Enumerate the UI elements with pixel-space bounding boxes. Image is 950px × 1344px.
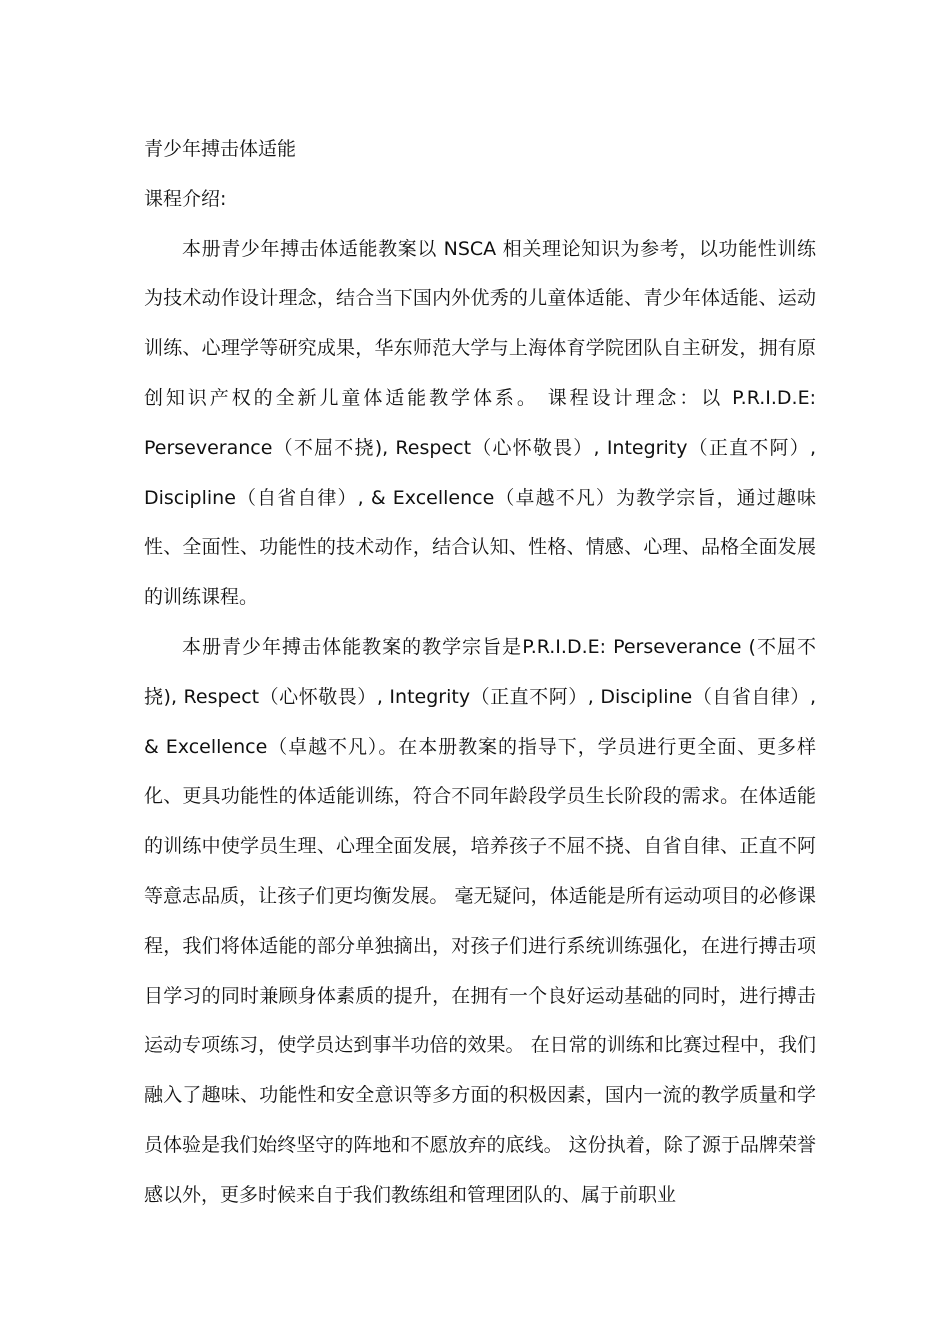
- intro-paragraph-2: 本册青少年搏击体能教案的教学宗旨是P.R.I.D.E: Perseverance (不屈不挠), Respect（心怀敬畏）, Integrity（正直不阿）, Discipline（自省自律）, & Excellence（卓越不凡）。在本册教案的指导下，学员进行更全面、更多样化、更具功能性的体适能训练，符合不同年龄段学员生长阶段的需求。在体适能的训练中使学员生理、心理全面发展，培养孩子不屈不挠、自省自律、正直不阿等意志品质，让孩子们更均衡发展。 毫无疑问，体适能是所有运动项目的必修课程，我们将体适能的部分单独摘出，对孩子们进行系统训练强化，在进行搏击项目学习的同时兼顾身体素质的提升，在拥有一个良好运动基础的同时，进行搏击运动专项练习，使学员达到事半功倍的效果。 在日常的训练和比赛过程中，我们融入了趣味、功能性和安全意识等多方面的积极因素，国内一流的教学质量和学员体验是我们始终坚守的阵地和不愿放弃的底线。 这份执着，除了源于品牌荣誉感以外，更多时候来自于我们教练组和管理团队的、属于前职业: [144, 635, 816, 1206]
- document-title: 青少年搏击体适能: [144, 138, 297, 160]
- document-body: [144, 125, 816, 1221]
- intro-paragraph-1: 本册青少年搏击体适能教案以 NSCA 相关理论知识为参考，以功能性训练为技术动作设计理念，结合当下国内外优秀的儿童体适能、青少年体适能、运动训练、心理学等研究成果，华东师范大学与上海体育学院团队自主研发，拥有原创知识产权的全新儿童体适能教学体系。 课程设计理念：以 P.R.I.D.E: Perseverance（不屈不挠), Respect（心怀敬畏）, Integrity（正直不阿）, Discipline（自省自律）, & Excellence（卓越不凡）为教学宗旨，通过趣味性、全面性、功能性的技术动作，结合认知、性格、情感、心理、品格全面发展的训练课程。: [144, 237, 816, 609]
- section-label: 课程介绍:: [144, 187, 227, 210]
